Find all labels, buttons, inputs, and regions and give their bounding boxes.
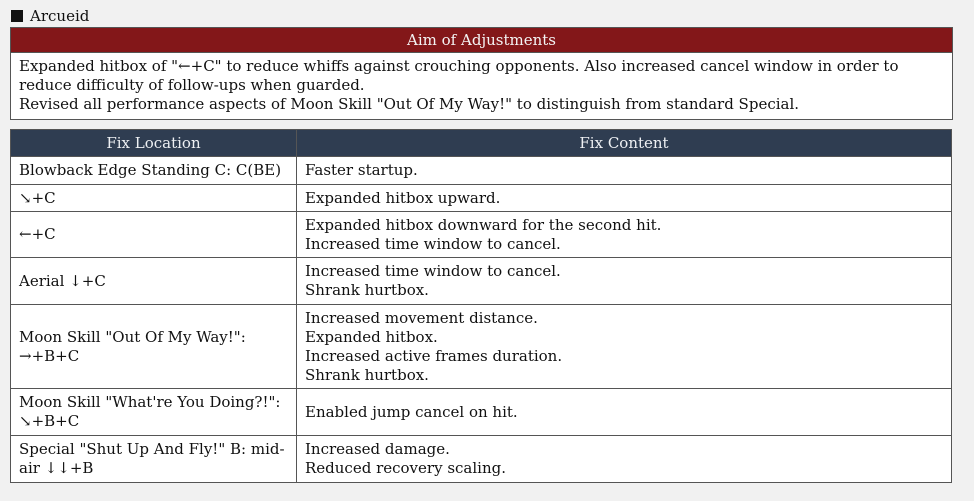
fix-location-cell	[11, 185, 297, 212]
fix-content-text: Shrank hurtbox.	[305, 281, 429, 299]
table-row	[11, 258, 952, 305]
fix-content-text: Increased active frames duration.	[305, 346, 563, 365]
fix-location-cell	[11, 258, 297, 305]
table-row	[11, 436, 952, 483]
fix-content-cell	[297, 305, 952, 389]
fix-content-text: Increased time window to cancel.	[305, 234, 561, 253]
aim-paragraph: Revised all performance aspects of Moon Skill "Out Of My Way!" to distinguish from standard Special.	[19, 95, 800, 113]
fix-content-text: Increased time window to cancel.	[305, 262, 561, 280]
fix-location-text: →+B+C	[19, 346, 80, 365]
fix-location-text: Special "Shut Up And Fly!" B: mid-	[19, 440, 285, 458]
fix-location-text: ←+C	[19, 225, 56, 243]
fix-content-cell	[297, 436, 952, 483]
fix-content-cell	[297, 185, 952, 212]
aim-of-adjustments-box	[10, 27, 953, 120]
aim-body	[11, 53, 952, 119]
table-row	[11, 157, 952, 185]
fix-content-cell	[297, 157, 952, 185]
character-header	[11, 6, 89, 26]
table-row	[11, 305, 952, 389]
fix-content-text: Reduced recovery scaling.	[305, 459, 506, 477]
fix-content-text: Shrank hurtbox.	[305, 365, 429, 384]
fix-location-cell	[11, 389, 297, 436]
fix-content-text: Enabled jump cancel on hit.	[305, 402, 518, 421]
square-bullet-icon	[11, 10, 23, 22]
fix-content-cell	[297, 258, 952, 305]
fix-location-text: ↘+C	[19, 188, 56, 207]
aim-paragraph: Expanded hitbox of "←+C" to reduce whiffs against crouching opponents. Also increased cancel window in order to reduce difficulty of follow-ups when guarded.	[19, 57, 899, 94]
aim-title: Aim of Adjustments	[11, 28, 952, 53]
fix-content-cell	[297, 212, 952, 258]
fix-content-cell	[297, 389, 952, 436]
fix-location-cell	[11, 436, 297, 483]
fix-location-cell	[11, 212, 297, 258]
character-name: Arcueid	[30, 7, 90, 25]
fix-content-text: Expanded hitbox downward for the second hit.	[305, 215, 662, 234]
fix-content-text: Increased damage.	[305, 440, 450, 458]
fix-location-cell	[11, 305, 297, 389]
fix-location-text: Moon Skill "Out Of My Way!":	[19, 327, 246, 346]
table-row	[11, 212, 952, 258]
fix-table	[10, 129, 952, 483]
fix-content-header: Fix Content	[297, 130, 952, 157]
fix-table-header-row	[11, 130, 952, 157]
fix-location-text: Blowback Edge Standing C: C(BE)	[19, 161, 282, 179]
fix-content-text: Increased movement distance.	[305, 308, 538, 327]
fix-location-header: Fix Location	[11, 130, 297, 157]
fix-location-text: ↘+B+C	[19, 412, 80, 430]
fix-content-text: Expanded hitbox upward.	[305, 188, 501, 207]
fix-location-text: air ↓↓+B	[19, 459, 94, 477]
table-row	[11, 389, 952, 436]
fix-location-text: Aerial ↓+C	[19, 271, 106, 290]
fix-location-text: Moon Skill "What're You Doing?!":	[19, 393, 281, 411]
table-row	[11, 185, 952, 212]
fix-content-text: Expanded hitbox.	[305, 327, 438, 346]
fix-location-cell	[11, 157, 297, 185]
fix-content-text: Faster startup.	[305, 161, 418, 179]
